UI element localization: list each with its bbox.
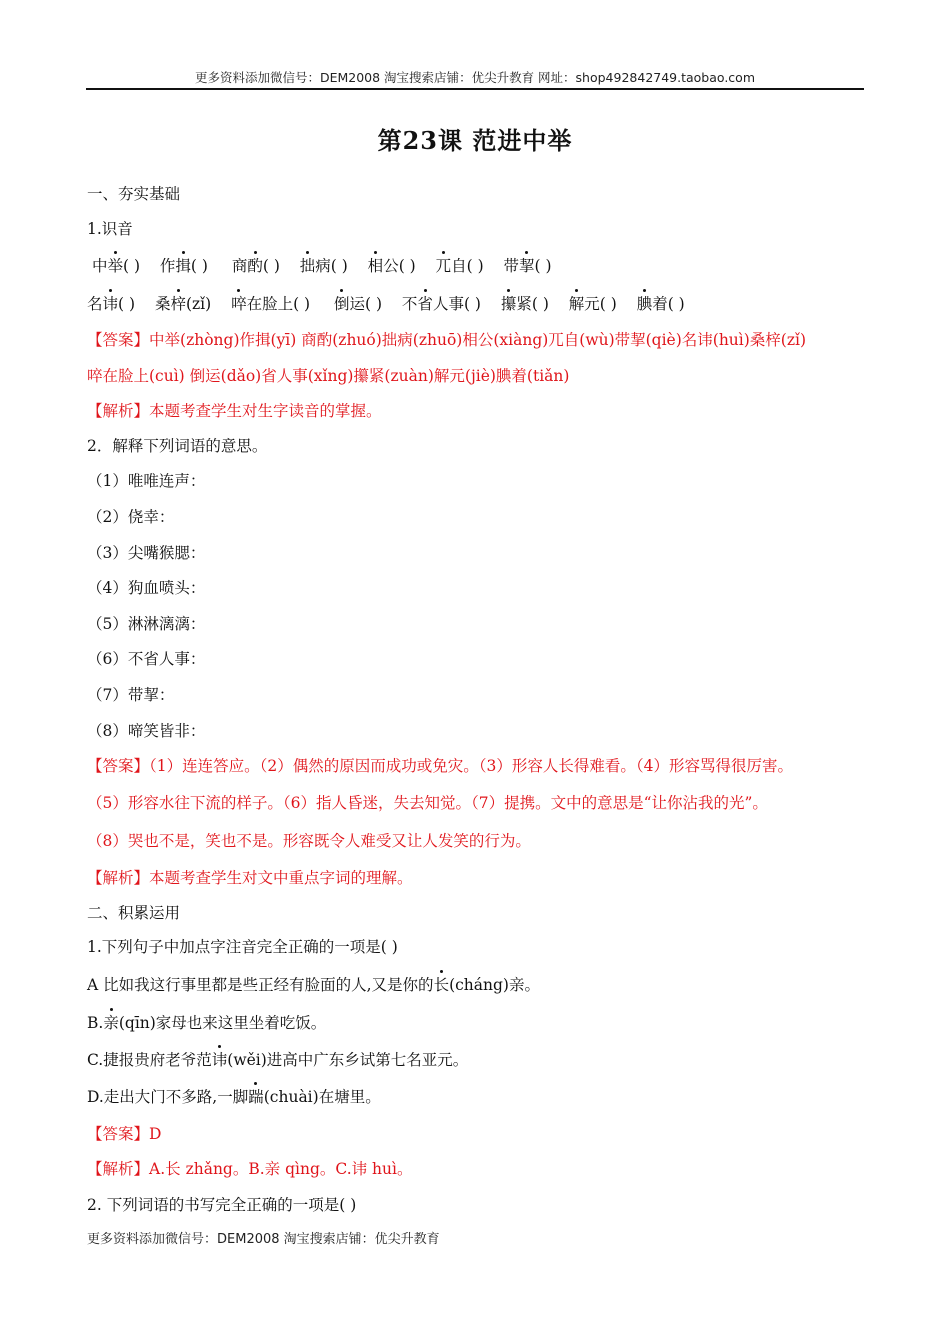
page-footer: 更多资料添加微信号：DEM2008 淘宝搜索店铺：优尖升教育 [87,1232,440,1247]
header-rule [86,88,864,90]
option-a: A 比如我这行事里都是些正经有脸面的人,又是你的长(cháng)亲。 [87,976,540,994]
vocab-item: （3）尖嘴猴腮： [87,544,206,562]
answer-label: 【答案】 [87,331,150,349]
pinyin-item: 兀自( ) [435,257,484,275]
pinyin-item: 名讳( ) [87,295,136,313]
pinyin-item: 中举( ) [91,257,140,275]
pinyin-item: 不省人事( ) [401,295,481,313]
answer-label: 【答案】 [87,1125,150,1143]
pinyin-item: 拙病( ) [299,257,348,275]
vocab-item: （5）淋淋漓漓： [87,615,206,633]
section-heading-application: 二、积累运用 [87,904,181,922]
answer-label: 【答案】 [87,757,150,775]
pinyin-item: 相公( ) [367,257,416,275]
option-c: C.捷报贵府老爷范讳(wěi)进高中广东乡试第七名亚元。 [87,1051,469,1069]
vocab-item: （1）唯唯连声： [87,472,206,490]
option-b: B.亲(qīn)家母也来这里坐着吃饭。 [87,1014,327,1032]
pinyin-item: 桑梓(zǐ) [154,295,212,313]
analysis-label: 【解析】 [87,869,150,887]
answer-2-line-1: 【答案】（1）连连答应。（2）偶然的原因而成功或免灾。（3）形容人长得难看。（4）形容骂得很厉害。 [87,757,793,775]
page-header: 更多资料添加微信号：DEM2008 淘宝搜索店铺：优尖升教育 网址：shop492842749.taobao.com [194,70,756,85]
question-2-title: 2．解释下列词语的意思。 [87,437,268,455]
question-3-title: 1.下列句子中加点字注音完全正确的一项是( ) [87,938,398,956]
pinyin-row-2 [87,294,685,314]
pinyin-item: 商酌( ) [231,257,280,275]
pinyin-item: 倒运( ) [333,295,383,313]
answer-2-line-2: （5）形容水往下流的样子。（6）指人昏迷，失去知觉。（7）提携。文中的意思是“让你沾我的光”。 [87,794,768,812]
pinyin-item: 作揖( ) [159,257,208,275]
analysis-label: 【解析】 [87,402,150,420]
section-heading-basics: 一、夯实基础 [87,185,181,203]
vocab-item: （2）侥幸： [87,508,175,526]
question-1-title: 1.识音 [87,220,133,238]
answer-3: 【答案】D [87,1125,162,1143]
page-title: 第23课 范进中举 [377,126,573,155]
answer-1-line-2: 啐在脸上(cuì) 倒运(dǎo)省人事(xǐng)攥紧(zuàn)解元(jiè)腆着(tiǎn) [87,367,570,385]
pinyin-item: 攥紧( ) [500,295,549,313]
vocab-item: （4）狗血喷头： [87,579,206,597]
analysis-3: 【解析】A.长 zhǎng。B.亲 qìng。C.讳 huì。 [87,1160,413,1178]
analysis-label: 【解析】 [87,1160,150,1178]
pinyin-row-1 [87,256,552,276]
pinyin-item: 啐在脸上( ) [231,295,311,313]
vocab-item: （7）带挈： [87,686,175,704]
pinyin-item: 带挈( ) [503,257,552,275]
vocab-item: （6）不省人事： [87,650,206,668]
option-d: D.走出大门不多路,一脚踹(chuài)在塘里。 [87,1088,381,1106]
pinyin-item: 腆着( ) [636,295,685,313]
answer-1-line-1: 【答案】中举(zhòng)作揖(yī) 商酌(zhuó)拙病(zhuō)相公(xiàng)兀自(wù)带挈(qiè)名讳(huì)桑梓(zǐ) [87,331,807,349]
pinyin-item: 解元( ) [568,295,617,313]
answer-2-line-3: （8）哭也不是，笑也不是。形容既令人难受又让人发笑的行为。 [87,832,531,850]
vocab-item: （8）啼笑皆非： [87,722,206,740]
question-4-title: 2. 下列词语的书写完全正确的一项是( ) [87,1196,357,1214]
analysis-2: 【解析】本题考查学生对文中重点字词的理解。 [87,869,413,887]
analysis-1: 【解析】本题考查学生对生字读音的掌握。 [87,402,382,420]
